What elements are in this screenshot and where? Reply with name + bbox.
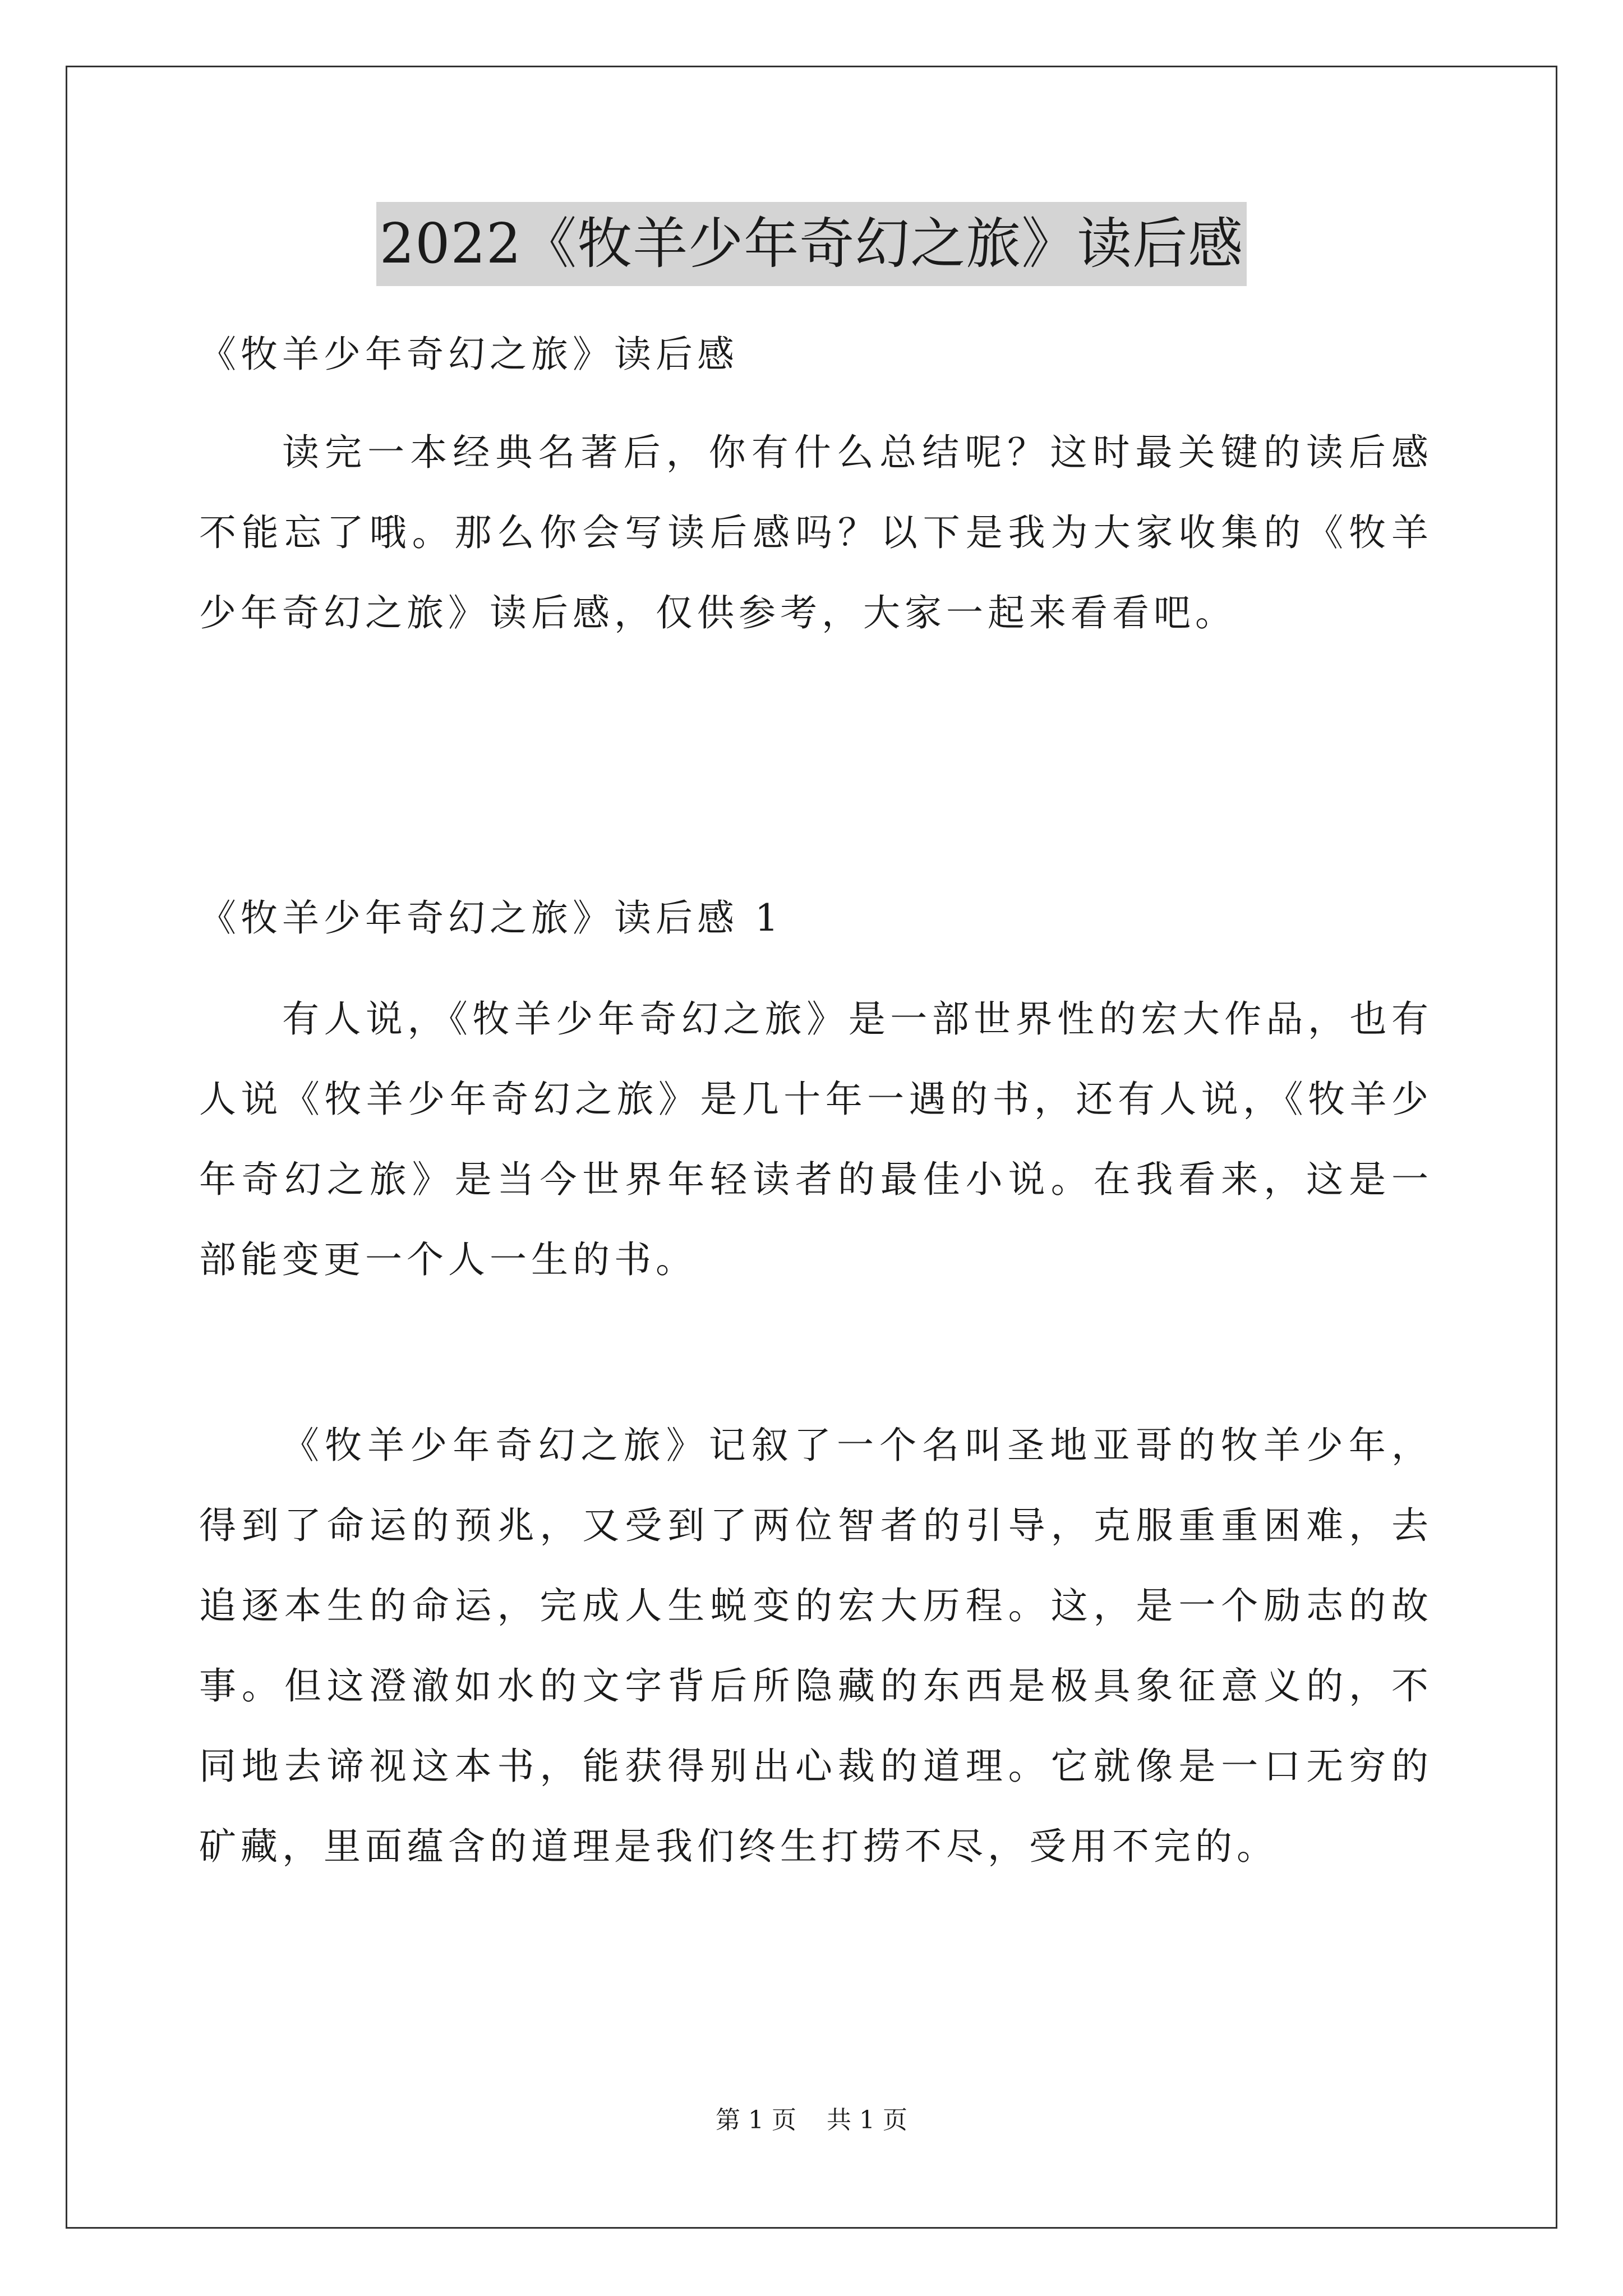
- document-subtitle: 《牧羊少年奇幻之旅》读后感: [199, 333, 739, 376]
- page-total: 共 1 页: [827, 2106, 907, 2134]
- title-container: [0, 202, 1623, 286]
- page-footer: [0, 2104, 1623, 2137]
- section-heading: 《牧羊少年奇幻之旅》读后感 1: [199, 896, 783, 940]
- body-paragraph-2: 《牧羊少年奇幻之旅》记叙了一个名叫圣地亚哥的牧羊少年，得到了命运的预兆，又受到了两位智者的引导，克服重重困难，去追逐本生的命运，完成人生蜕变的宏大历程。这，是一个励志的故事。但这澄澈如水的文字背后所隐藏的东西是极具象征意义的，不同地去谛视这本书，能获得别出心裁的道理。它就像是一口无穷的矿藏，里面蕴含的道理是我们终生打捞不尽，受用不完的。: [199, 1424, 1433, 1868]
- document-title: 2022《牧羊少年奇幻之旅》读后感: [376, 202, 1247, 286]
- intro-paragraph: 读完一本经典名著后，你有什么总结呢？这时最关键的读后感不能忘了哦。那么你会写读后感吗？以下是我为大家收集的《牧羊少年奇幻之旅》读后感，仅供参考，大家一起来看看吧。: [199, 431, 1433, 634]
- body-paragraph-1: 有人说，《牧羊少年奇幻之旅》是一部世界性的宏大作品，也有人说《牧羊少年奇幻之旅》是几十年一遇的书，还有人说，《牧羊少年奇幻之旅》是当今世界年轻读者的最佳小说。在我看来，这是一部能变更一个人一生的书。: [199, 997, 1433, 1281]
- page-number: 第 1 页: [716, 2106, 796, 2134]
